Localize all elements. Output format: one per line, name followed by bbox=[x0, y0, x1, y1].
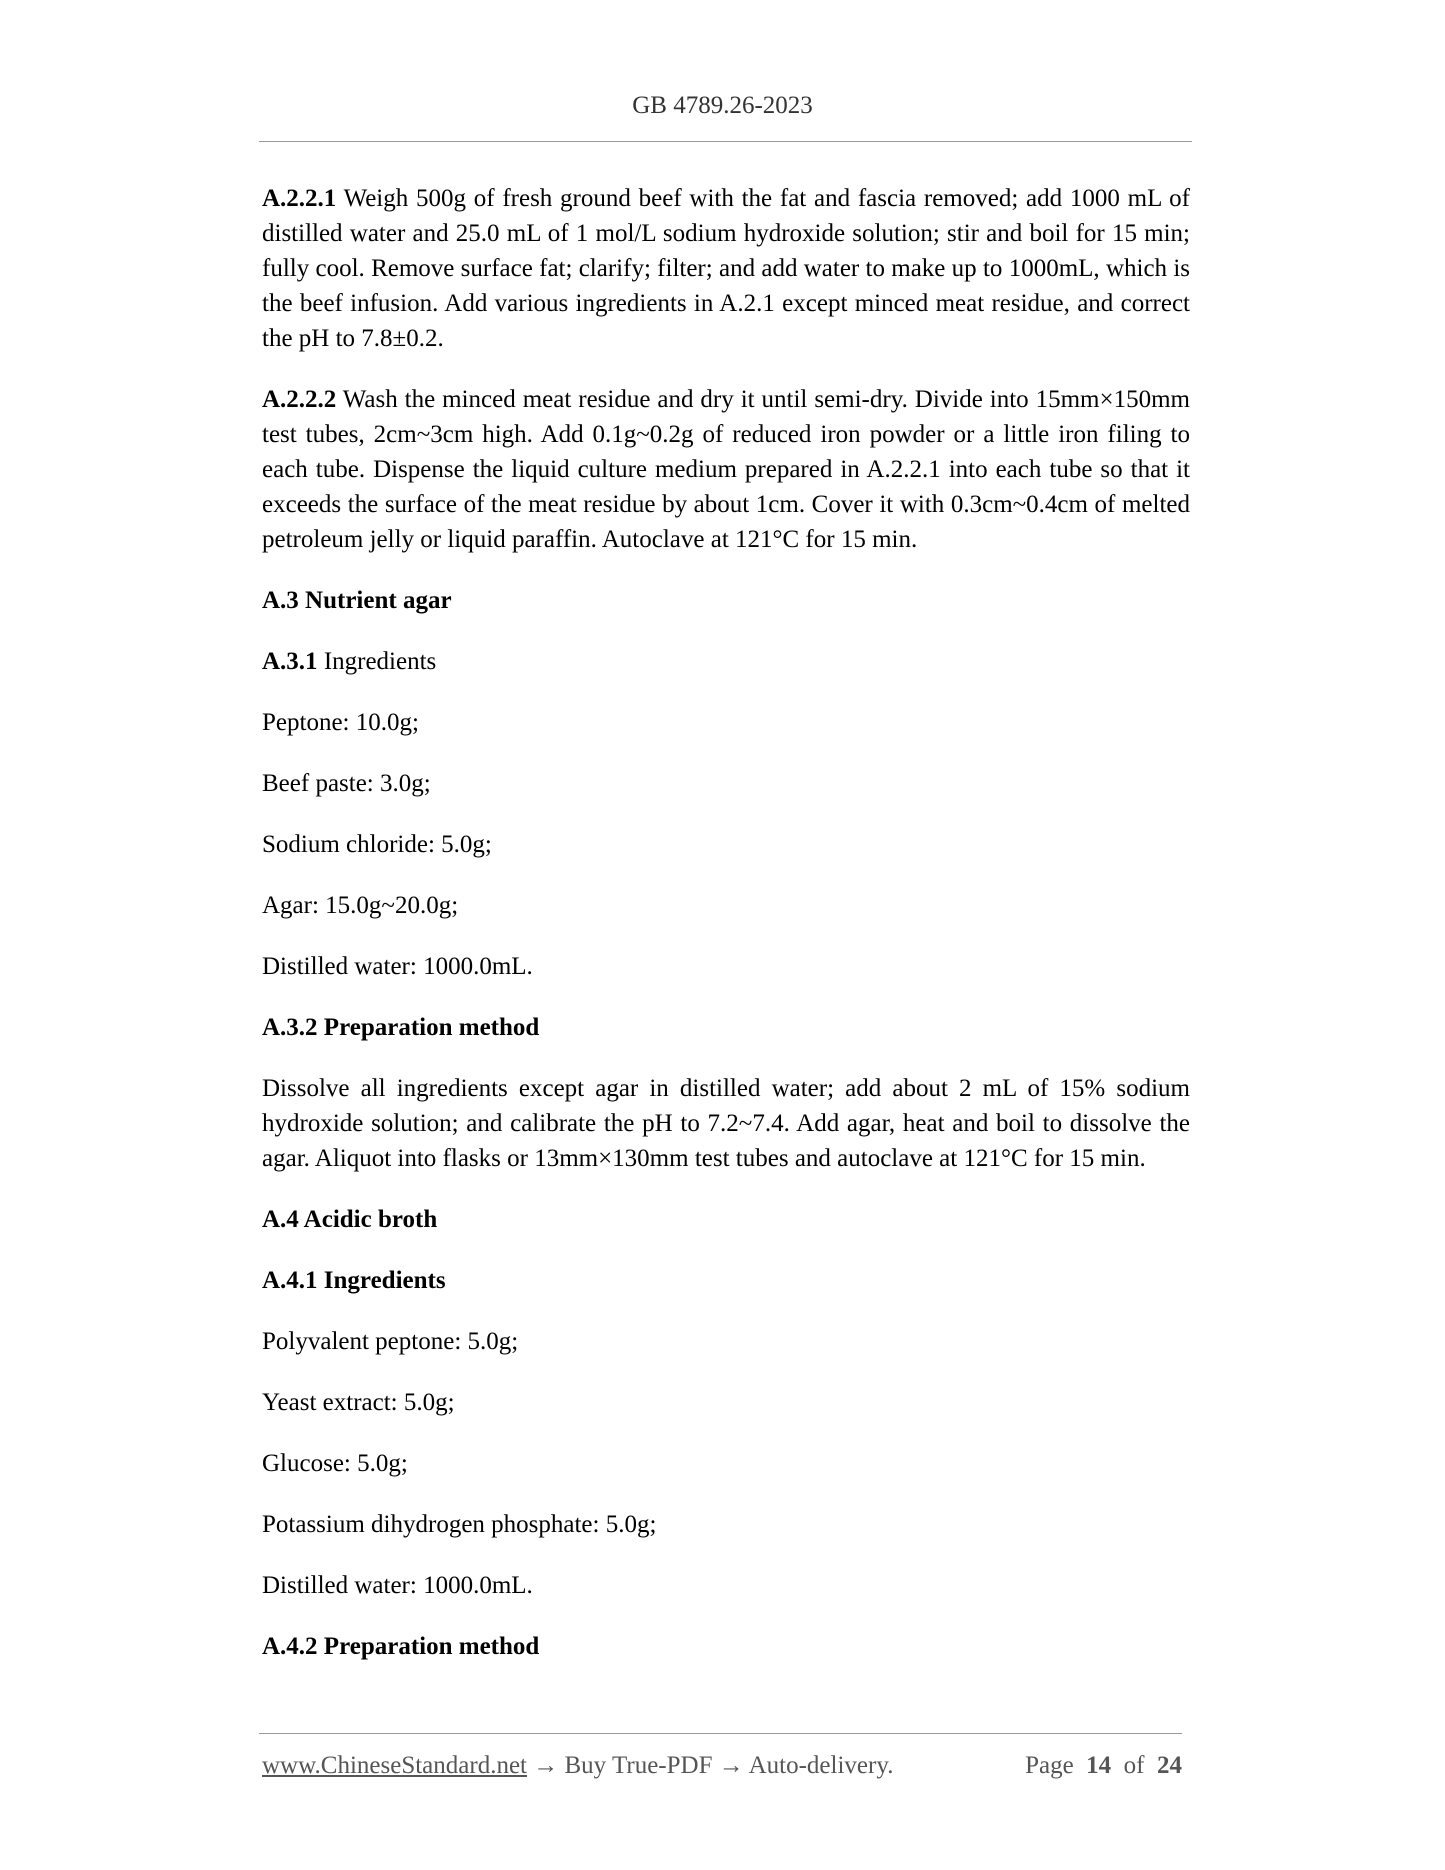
subsection-heading-a42: A.4.2 Preparation method bbox=[262, 1633, 540, 1660]
ingredient-item: Distilled water: 1000.0mL. bbox=[262, 1572, 533, 1599]
ingredient-item: Agar: 15.0g~20.0g; bbox=[262, 892, 459, 919]
delivery-text: Auto-delivery. bbox=[748, 1752, 894, 1779]
footer-divider bbox=[259, 1733, 1182, 1734]
page-indicator: Page 14 of 24 bbox=[1025, 1752, 1182, 1779]
document-header: GB 4789.26-2023 bbox=[632, 92, 813, 119]
ingredient-item: Glucose: 5.0g; bbox=[262, 1450, 408, 1477]
clause-number: A.2.2.2 bbox=[262, 386, 337, 413]
ingredient-item: Yeast extract: 5.0g; bbox=[262, 1389, 455, 1416]
footer-left bbox=[262, 1752, 893, 1780]
ingredient-item: Sodium chloride: 5.0g; bbox=[262, 831, 492, 858]
subsection-heading-a32: A.3.2 Preparation method bbox=[262, 1014, 540, 1041]
arrow-icon: → bbox=[527, 1752, 565, 1779]
clause-number: A.3.1 bbox=[262, 648, 318, 675]
ingredient-item: Distilled water: 1000.0mL. bbox=[262, 953, 533, 980]
ingredient-item: Beef paste: 3.0g; bbox=[262, 770, 431, 797]
paragraph-a32: Dissolve all ingredients except agar in distilled water; add about 2 mL of 15% sodium hydroxide solution; and calibrate the pH to 7.2~7.4. Add agar, heat and boil to dissolve the agar. Aliquot into flasks or 13mm×130mm test tubes and autoclave at 121°C for 15 min. bbox=[262, 1075, 1190, 1172]
ingredient-item: Polyvalent peptone: 5.0g; bbox=[262, 1328, 519, 1355]
clause-number: A.2.2.1 bbox=[262, 185, 337, 212]
header-divider bbox=[259, 141, 1192, 142]
section-heading-a4: A.4 Acidic broth bbox=[262, 1206, 438, 1233]
clause-text: Wash the minced meat residue and dry it until semi-dry. Divide into 15mm×150mm test tubes, 2cm~3cm high. Add 0.1g~0.2g of reduced iron powder or a little iron filing to each tube. Dispense the liquid culture medium prepared in A.2.2.1 into each tube so that it exceeds the surface of the meat residue by about 1cm. Cover it with 0.3cm~0.4cm of melted petroleum jelly or liquid paraffin. Autoclave at 121°C for 15 min. bbox=[262, 386, 1190, 553]
paragraph-a221 bbox=[262, 181, 1190, 356]
ingredient-item: Potassium dihydrogen phosphate: 5.0g; bbox=[262, 1511, 657, 1538]
paragraph-a222 bbox=[262, 382, 1190, 557]
subsection-a31 bbox=[262, 644, 1190, 679]
page-footer bbox=[262, 1752, 1182, 1780]
page-content bbox=[262, 181, 1190, 1664]
arrow-icon: → bbox=[712, 1752, 749, 1779]
buy-text: Buy True-PDF bbox=[564, 1752, 713, 1779]
total-pages: 24 bbox=[1157, 1752, 1182, 1779]
section-heading-a3: A.3 Nutrient agar bbox=[262, 587, 452, 614]
subsection-heading-a41: A.4.1 Ingredients bbox=[262, 1267, 446, 1294]
site-link[interactable]: www.ChineseStandard.net bbox=[262, 1752, 527, 1779]
clause-text: Weigh 500g of fresh ground beef with the fat and fascia removed; add 1000 mL of distilled water and 25.0 mL of 1 mol/L sodium hydroxide solution; stir and boil for 15 min; fully cool. Remove surface fat; clarify; filter; and add water to make up to 1000mL, which is the beef infusion. Add various ingredients in A.2.1 except minced meat residue, and correct the pH to 7.8±0.2. bbox=[262, 185, 1190, 352]
current-page: 14 bbox=[1086, 1752, 1112, 1779]
clause-text: Ingredients bbox=[317, 648, 437, 675]
ingredient-item: Peptone: 10.0g; bbox=[262, 709, 419, 736]
